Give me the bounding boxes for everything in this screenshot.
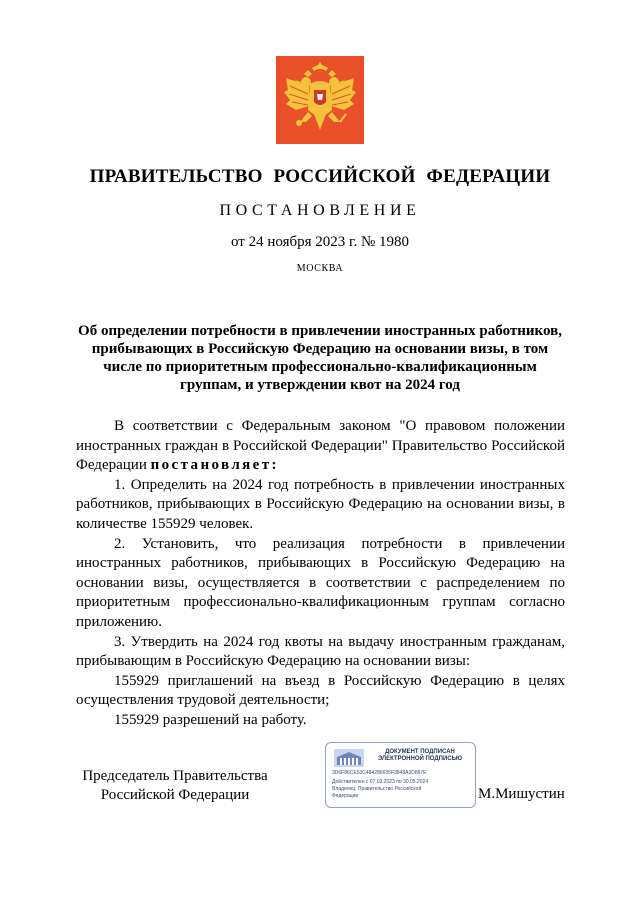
double-headed-eagle-icon [276, 56, 364, 144]
stamp-title [366, 749, 474, 763]
coat-of-arms-emblem [276, 56, 364, 144]
paragraph-1: 1. Определить на 2024 год потребность в привлечении иностранных работников, прибывающих в Российскую Федерацию на основании визы, в количестве 155929 человек. [76, 476, 565, 532]
decree-word: постановляет: [150, 457, 279, 474]
document-heading [70, 322, 570, 394]
paragraph-permits: 155929 разрешений на работу. [114, 711, 307, 728]
signer-name: М.Мишустин [478, 786, 565, 802]
signer-position-line: Российской Федерации [100, 787, 250, 803]
stamp-owner-cont: Федерации [332, 793, 359, 799]
paragraph-3: 3. Утвердить на 2024 год квоты на выдачу иностранным гражданам, прибывающим в Российскую Федерацию на основании визы: [76, 633, 565, 670]
stamp-serial: 3D6F86CE53C484286635F3848A3D867E [332, 770, 427, 776]
stamp-validity: Действителен с 07.03.2023 по 30.05.2024 [332, 779, 429, 785]
preamble-text: В соответствии с Федеральным законом "О правовом положении иностранных граждан в Российской Федерации" Правительство Российской Федерации [76, 418, 565, 474]
paragraph-2: 2. Установить, что реализация потребности в привлечении иностранных работников, прибывающих в Российскую Федерацию на основании визы, осуществляется в соответствии с распределением по приоритетным профессионально-квалификационным группам согласно приложению. [76, 535, 565, 630]
document-body [76, 417, 565, 731]
paragraph-invitations: 155929 приглашений на въезд в Российскую Федерацию в целях осуществления трудовой деятельности; [76, 672, 565, 709]
document-city: МОСКВА [296, 263, 344, 274]
government-building-icon [334, 749, 364, 767]
signer-position-line: Председатель Правительства [82, 768, 268, 784]
stamp-owner: Владелец: Правительство Российской [332, 786, 422, 792]
document-type: ПОСТАНОВЛЕНИЕ [219, 202, 421, 219]
heading-line: прибывающих в Российскую Федерацию на основании визы, в том [91, 341, 549, 357]
document-date-number: от 24 ноября 2023 г. № 1980 [230, 234, 410, 250]
stamp-title-line: ДОКУМЕНТ ПОДПИСАН [385, 749, 455, 755]
preamble-paragraph [76, 417, 565, 476]
heading-line: Об определении потребности в привлечении иностранных работников, [78, 323, 562, 339]
electronic-signature-stamp [325, 742, 476, 808]
heading-line: группам, и утверждении квот на 2024 год [180, 377, 460, 393]
signer-position [80, 767, 270, 805]
heading-line: числе по приоритетным профессионально-квалификационным [103, 359, 537, 375]
government-title: ПРАВИТЕЛЬСТВО РОССИЙСКОЙ ФЕДЕРАЦИИ [89, 166, 551, 187]
stamp-title-line: ЭЛЕКТРОННОЙ ПОДПИСЬЮ [377, 756, 463, 763]
